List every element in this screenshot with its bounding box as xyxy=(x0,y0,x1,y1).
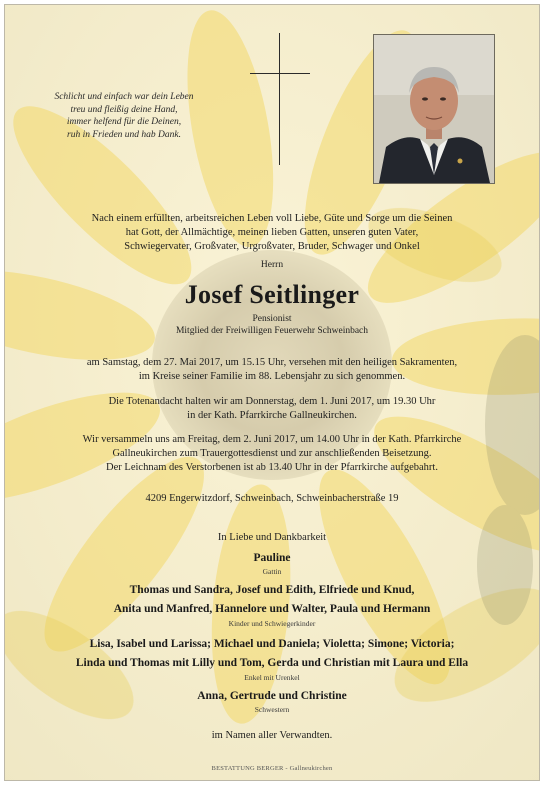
parte-card xyxy=(4,4,540,781)
death-notice-line: im Kreise seiner Familie im 88. Lebensjahr zu sich genommen. xyxy=(138,371,406,382)
spouse-name: Pauline xyxy=(253,552,291,564)
relatives-line: im Namen aller Verwandten. xyxy=(211,730,333,741)
children-role: Kinder und Schwiegerkinder xyxy=(228,619,316,628)
portrait-photo xyxy=(373,34,495,184)
deceased-name: Josef Seitlinger xyxy=(184,280,360,309)
funeral-home-footer: BESTATTUNG BERGER - Gallneukirchen xyxy=(211,765,333,772)
vigil-line: in der Kath. Pfarrkirche Gallneukirchen. xyxy=(187,410,357,421)
children-line: Anita und Manfred, Hannelore und Walter, Paula und Hermann xyxy=(113,603,431,615)
cross-icon xyxy=(250,33,310,165)
poem-line: immer helfend für die Deinen, xyxy=(66,117,182,127)
spouse-role: Gattin xyxy=(262,567,282,576)
grandchildren-role: Enkel mit Urenkel xyxy=(244,673,300,682)
obituary-content xyxy=(5,5,539,780)
poem-line: ruh in Frieden und hab Dank. xyxy=(67,129,181,140)
address: 4209 Engerwitzdorf, Schweinbach, Schweinbacherstraße 19 xyxy=(145,493,399,504)
membership: Mitglied der Freiwilligen Feuerwehr Schweinbach xyxy=(175,326,369,336)
death-notice-line: am Samstag, dem 27. Mai 2017, um 15.15 Uhr, versehen mit den heiligen Sakramenten, xyxy=(86,357,458,368)
children-line: Thomas und Sandra, Josef und Edith, Elfriede und Knud, xyxy=(129,584,415,596)
funeral-line: Wir versammeln uns am Freitag, dem 2. Juni 2017, um 14.00 Uhr in der Kath. Pfarrkirche xyxy=(82,434,462,445)
vigil-line: Die Totenandacht halten wir am Donnerstag, dem 1. Juni 2017, um 19.30 Uhr xyxy=(108,396,436,407)
salutation: Herrn xyxy=(260,260,284,270)
closing-phrase: In Liebe und Dankbarkeit xyxy=(217,532,327,543)
grandchildren-line: Linda und Thomas mit Lilly und Tom, Gerda und Christian mit Laura und Ella xyxy=(75,657,469,669)
grandchildren-line: Lisa, Isabel und Larissa; Michael und Daniela; Violetta; Simone; Victoria; xyxy=(89,638,455,650)
sisters-names: Anna, Gertrude und Christine xyxy=(197,690,347,702)
occupation: Pensionist xyxy=(252,314,292,324)
intro-line: Nach einem erfüllten, arbeitsreichen Leben voll Liebe, Güte und Sorge um die Seinen xyxy=(91,213,453,224)
intro-line: Schwiegervater, Großvater, Urgroßvater, Bruder, Schwager und Onkel xyxy=(124,241,420,252)
sisters-role: Schwestern xyxy=(254,705,290,714)
poem xyxy=(29,91,219,141)
funeral-line: Der Leichnam des Verstorbenen ist ab 13.40 Uhr in der Pfarrkirche aufgebahrt. xyxy=(106,462,438,473)
poem-line: treu und fleißig deine Hand, xyxy=(70,104,178,115)
funeral-line: Gallneukirchen zum Trauergottesdienst und zur anschließenden Beisetzung. xyxy=(112,448,432,459)
intro-line: hat Gott, der Allmächtige, meinen lieben Gatten, unseren guten Vater, xyxy=(125,227,419,238)
poem-line: Schlicht und einfach war dein Leben xyxy=(54,92,194,102)
